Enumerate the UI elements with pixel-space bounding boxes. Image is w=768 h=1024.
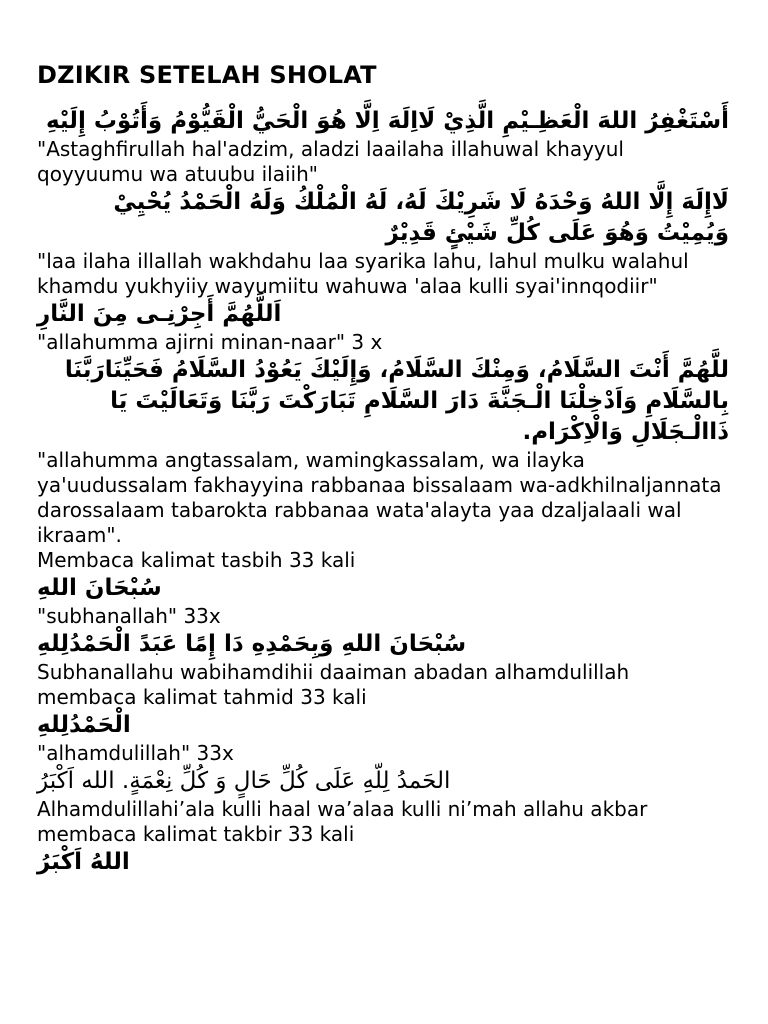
latin-transliteration-subhanallah-wabihamdihi: Subhanallahu wabihamdihii daaiman abadan alhamdulillah membaca kalimat tahmid 33 kali [37,660,630,709]
arabic-text-antassalam: للَّهُمَّ أَنْتَ السَّلَامُ، وَمِنْكَ السَّلَامُ، وَإِلَيْكَ يَعُوْدُ السَّلَامُ فَحَيِّنَارَبَّنَا بِالسَّلَامِ وَاَدْخِلْنَا الْـجَنَّةَ دَارَ السَّلَامِ تَبَارَكْتَ رَبَّنَا وَتَعَالَيْتَ يَا ذَاالْـجَلَالِ وَالْاِكْرَام. [64,357,729,445]
arabic-text-subhanallah [37,573,729,604]
arabic-text-subhanallah-wabihamdihi [37,629,729,660]
arabic-text-allahu-akbar [37,847,729,878]
document-title: DZIKIR SETELAH SHOLAT [37,61,377,89]
latin-transliteration-alhamdulillah-ala-kulli: Alhamdulillahi’ala kulli haal wa’alaa kulli ni’mah allahu akbar membaca kalimat takbir 33 kali [37,797,648,846]
latin-transliteration-alhamdulillah: "alhamdulillah" 33x [37,741,234,765]
arabic-text-ajirni-line: اَللَّهُمَّ أَجِرْنِـى مِنَ النَّارِ [37,301,282,327]
arabic-text-allahu-akbar-line: اللهُ اَكْبَرُ [37,849,130,875]
arabic-text-subhanallah-wabihamdihi-line: سُبْحَانَ اللهِ وَبِحَمْدِهِ دَا إِمًا عَبَدً الْحَمْدُلِلهِ [37,631,467,657]
latin-transliteration-istighfar: "Astaghfirullah hal'adzim, aladzi laailaha illahuwal khayyul qoyyuumu wa atuubu ilaiih" [37,137,624,186]
latin-transliteration-ajirni: "allahumma ajirni minan-naar" 3 x [37,330,383,354]
arabic-text-subhanallah-line: سُبْحَانَ اللهِ [37,575,162,601]
arabic-text-alhamdulillah-ala-kulli [37,766,729,797]
latin-transliteration-antassalam: "allahumma angtassalam, wamingkassalam, wa ilayka ya'uudussalam fakhayyina rabbanaa bissalaam wa-adkhilnaljannata darossalaam tabarokta rabbanaa wata'alayta yaa dzaljalaali wal ikraam". Membaca kalimat tasbih 33 kali [37,448,722,572]
arabic-text-alhamdulillah [37,710,729,741]
arabic-text-tahlil: لَاإِلَهَ إِلَّا اللهُ وَحْدَهُ لَا شَرِيْكَ لَهُ، لَهُ الْمُلْكُ وَلَهُ الْحَمْدُ يُحْيِيْ وَيُمِيْتُ وَهُوَ عَلَى كُلِّ شَيْئٍ قَدِيْرٌ [113,189,729,246]
arabic-text-ajirni [37,299,729,330]
latin-transliteration-subhanallah: "subhanallah" 33x [37,604,221,628]
latin-transliteration-tahlil: "laa ilaha illallah wakhdahu laa syarika lahu, lahul mulku walahul khamdu yukhyiiy wayumiitu wahuwa 'alaa kulli syai'innqodiir" [37,249,689,298]
arabic-text-istighfar: أَسْتَغْفِرُ اللهَ الْعَظِـيْمِ الَّذِيْ لَااِلَهَ اِلَّا هُوَ الْحَيُّ الْقَيُّوْمُ وَأَتُوْبُ إِلَيْهِ [45,108,729,134]
document-page [37,58,729,878]
arabic-text-alhamdulillah-ala-kulli-line: الحَمدُ لِلّهِ عَلَى كُلِّ حَالٍ وَ كُلِّ نِعْمَةٍ. الله اَكْبَرُ [37,768,451,794]
arabic-text-alhamdulillah-line: الْحَمْدُلِلهِ [37,712,131,738]
